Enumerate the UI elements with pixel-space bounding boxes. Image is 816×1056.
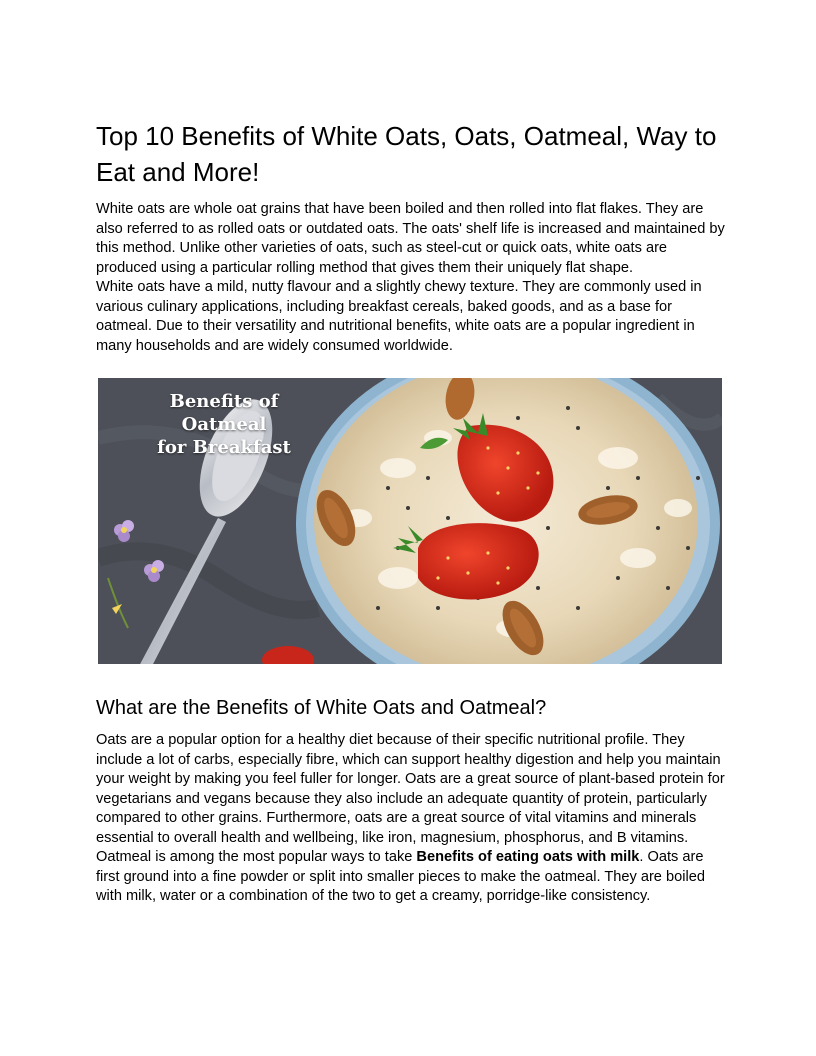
- section-paragraph-2: [96, 848, 726, 907]
- document-page: [96, 118, 726, 907]
- hero-caption-line1: Benefits of Oatmeal: [169, 391, 279, 435]
- intro-paragraph-2: White oats have a mild, nutty flavour and a slightly chewy texture. They are commonly used in various culinary applications, including breakfast cereals, baked goods, and as a base for oatmeal. Due to their versatility and nutritional benefits, white oats are a popular ingredient in many households and are widely consumed worldwide.: [96, 279, 702, 354]
- intro-paragraph-1: White oats are whole oat grains that have been boiled and then rolled into flat flakes. They are also referred to as rolled oats or outdated oats. The oats' shelf life is increased and maintained by this method. Unlike other varieties of oats, such as steel-cut or quick oats, white oats are produced using a particular rolling method that gives them their uniquely flat shape.: [96, 201, 725, 276]
- hero-image: [98, 378, 722, 664]
- section-heading: What are the Benefits of White Oats and Oatmeal?: [96, 697, 547, 719]
- bold-phrase: Benefits of eating oats with milk: [416, 849, 640, 865]
- paragraph-text-after: . Oats are first ground into a fine powder or split into smaller pieces to make the oatmeal. They are boiled with milk, water or a combination of the two to get a creamy, porridge-like consistency.: [96, 849, 705, 904]
- section-paragraph-1: Oats are a popular option for a healthy diet because of their specific nutritional profile. They include a lot of carbs, especially fibre, which can support healthy digestion and help you maintain your weight by making you feel fuller for longer. Oats are a great source of plant-based protein for vegetarians and vegans because they also include an adequate quantity of protein, particularly compared to other grains. Furthermore, oats are a great source of vital vitamins and minerals essential to overall health and wellbeing, like iron, magnesium, phosphorus, and B vitamins.: [96, 732, 725, 846]
- hero-caption: [126, 390, 322, 459]
- paragraph-text-before: Oatmeal is among the most popular ways to take: [96, 849, 417, 865]
- page-title: Top 10 Benefits of White Oats, Oats, Oatmeal, Way to Eat and More!: [96, 121, 717, 187]
- hero-caption-line2: for Breakfast: [157, 437, 291, 458]
